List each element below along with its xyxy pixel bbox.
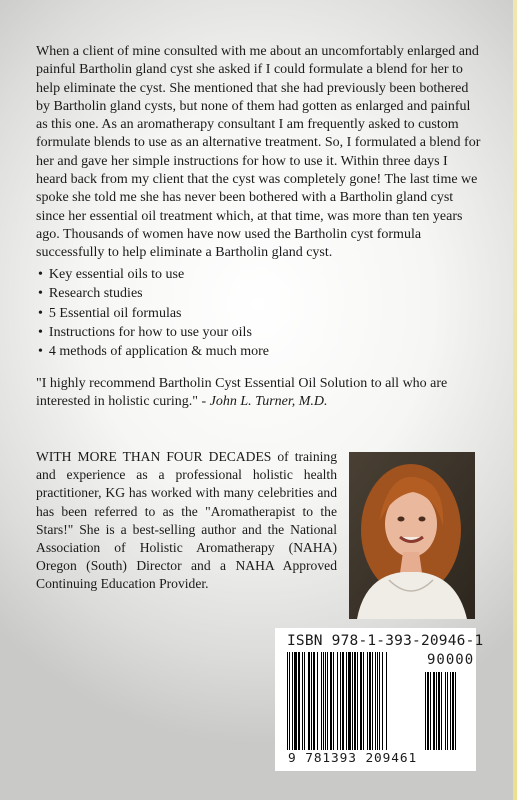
barcode-bar bbox=[298, 652, 300, 750]
barcode-bar bbox=[304, 652, 305, 750]
barcode-bar bbox=[363, 652, 364, 750]
barcode-bar bbox=[438, 672, 440, 750]
barcode-bar bbox=[325, 652, 326, 750]
barcode-bar bbox=[311, 652, 312, 750]
barcode-bar bbox=[357, 652, 358, 750]
barcode-bar bbox=[452, 672, 454, 750]
barcode-bar bbox=[354, 652, 356, 750]
barcode-bar bbox=[379, 652, 380, 750]
author-bio bbox=[36, 448, 337, 594]
testimonial-attribution: - John L. Turner, M.D. bbox=[198, 394, 328, 410]
barcode-bar bbox=[425, 672, 426, 750]
testimonial bbox=[36, 375, 482, 412]
barcode-bar bbox=[321, 652, 322, 750]
ean-digits: 9 781393 209461 bbox=[288, 751, 418, 766]
author-portrait-icon bbox=[349, 452, 475, 619]
barcode-bar bbox=[292, 652, 293, 750]
barcode-bar bbox=[352, 652, 353, 750]
barcode-bar bbox=[360, 652, 362, 750]
addon-barcode-bars bbox=[425, 672, 469, 750]
barcode-bar bbox=[337, 652, 338, 750]
feature-item: • Key essential oils to use bbox=[38, 265, 269, 284]
barcode-bar bbox=[333, 652, 334, 750]
barcode-bar bbox=[342, 652, 344, 750]
barcode-bar bbox=[436, 672, 437, 750]
barcode-bar bbox=[455, 672, 456, 750]
isbn-barcode bbox=[275, 628, 484, 771]
barcode-bar bbox=[367, 652, 368, 750]
ean-barcode-bars bbox=[287, 652, 421, 750]
barcode-bar bbox=[287, 652, 288, 750]
barcode-bar bbox=[369, 652, 371, 750]
book-description: When a client of mine consulted with me about an uncomfortably enlarged and painful Bartholin gland cyst she asked if I could formulate a blend for her to help eliminate the cyst. She mentioned that she had previously been bothered by Bartholin gland cysts, but none of them had gotten as enlarged and painful as this one. As an aromatherapy consultant I am frequently asked to custom formulate blends to use as an alternative treatment. So, I formulated a blend for her and gave her simple instructions for how to use it. Within three days I heard back from my client that the cyst was completely gone! The last time we spoke she told me she has never been bothered with a Bartholin gland cyst since her essential oil treatment which, at that time, was more than ten years ago. Thousands of women have now used the Bartholin cyst formula successfully to help eliminate a Bartholin gland cyst. bbox=[36, 44, 481, 261]
barcode-bar bbox=[340, 652, 341, 750]
barcode-bar bbox=[372, 652, 373, 750]
spine-edge bbox=[513, 0, 517, 800]
barcode-bar bbox=[313, 652, 315, 750]
barcode-bar bbox=[433, 672, 435, 750]
barcode-bar bbox=[447, 672, 448, 750]
price-code: 90000 bbox=[427, 652, 475, 668]
barcode-bar bbox=[377, 652, 378, 750]
barcode-bar bbox=[289, 652, 290, 750]
isbn-label: ISBN 978-1-393-20946-1 bbox=[287, 633, 484, 649]
barcode-bar bbox=[302, 652, 303, 750]
barcode-bar bbox=[308, 652, 310, 750]
feature-item: • Instructions for how to use your oils bbox=[38, 323, 269, 342]
feature-item: • 4 methods of application & much more bbox=[38, 342, 269, 361]
barcode-bar bbox=[441, 672, 442, 750]
barcode-bar bbox=[330, 652, 332, 750]
author-bio-lead: WITH MORE THAN FOUR DECADES bbox=[36, 449, 272, 464]
barcode-bar bbox=[317, 652, 318, 750]
barcode-bar bbox=[294, 652, 297, 750]
barcode-bar bbox=[450, 672, 451, 750]
barcode-bar bbox=[346, 652, 347, 750]
barcode-bar bbox=[327, 652, 328, 750]
barcode-bar bbox=[386, 652, 387, 750]
barcode-bar bbox=[323, 652, 324, 750]
feature-item: • Research studies bbox=[38, 284, 269, 303]
feature-item: • 5 Essential oil formulas bbox=[38, 304, 269, 323]
author-bio-text: of training and experience as a professional holistic health practitioner, KG has worked with many celebrities and has been referred to as the "Aromatherapist to the Stars!" She is a best-selling author and the National Association of Holistic Aromatherapy (NAHA) Oregon (South) Director and a NAHA Approved Continuing Education Provider. bbox=[36, 449, 337, 592]
author-photo bbox=[349, 452, 475, 619]
barcode-bar bbox=[427, 672, 429, 750]
barcode-bar bbox=[348, 652, 351, 750]
testimonial-quote: "I highly recommend Bartholin Cyst Essential Oil Solution to all who are interested in holistic curing." bbox=[36, 376, 448, 410]
barcode-bar bbox=[430, 672, 431, 750]
barcode-bar bbox=[382, 652, 383, 750]
barcode-bar bbox=[375, 652, 376, 750]
feature-list bbox=[38, 265, 269, 361]
barcode-bar bbox=[445, 672, 446, 750]
